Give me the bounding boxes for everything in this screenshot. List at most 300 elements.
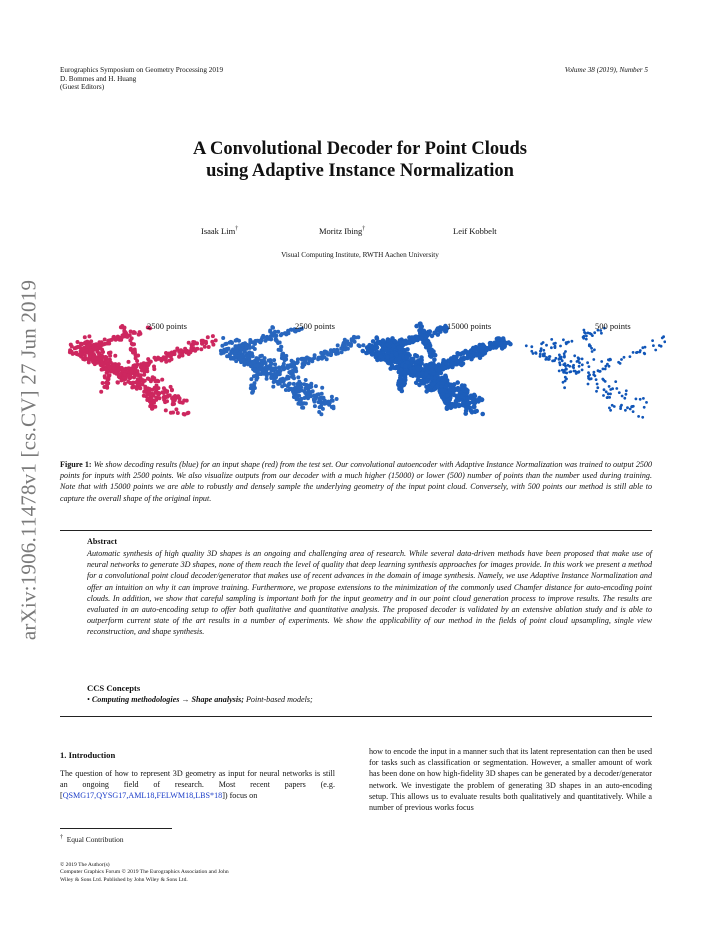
point — [101, 350, 105, 354]
point — [148, 393, 152, 397]
point — [405, 356, 410, 361]
point — [402, 370, 407, 375]
point — [642, 397, 645, 400]
point — [71, 352, 75, 356]
figure-label-4: 500 points — [595, 321, 631, 331]
point — [133, 331, 137, 335]
point — [297, 380, 301, 384]
point — [554, 345, 557, 348]
point — [183, 413, 187, 417]
point — [414, 324, 419, 329]
point — [279, 380, 283, 384]
point — [153, 405, 157, 409]
point — [661, 337, 664, 340]
point — [602, 368, 605, 371]
footnote-rule — [60, 828, 172, 829]
point — [164, 360, 168, 364]
point — [592, 373, 595, 376]
point — [624, 409, 627, 412]
point — [636, 351, 639, 354]
point — [639, 398, 642, 401]
point — [119, 325, 123, 329]
point — [78, 352, 82, 356]
point — [591, 350, 594, 353]
point — [274, 367, 278, 371]
point — [118, 372, 122, 376]
point — [623, 356, 626, 359]
point — [148, 398, 152, 402]
point — [127, 360, 131, 364]
point — [617, 361, 620, 364]
point — [230, 356, 234, 360]
point — [272, 358, 276, 362]
point — [108, 365, 112, 369]
point — [186, 411, 190, 415]
point — [561, 359, 564, 362]
figure-label-3: 15000 points — [447, 321, 492, 331]
point — [304, 378, 308, 382]
point — [402, 340, 407, 345]
point — [99, 357, 103, 361]
point — [427, 346, 432, 351]
point — [177, 355, 181, 359]
point — [445, 405, 450, 410]
point — [563, 352, 566, 355]
point — [445, 365, 450, 370]
point — [608, 407, 611, 410]
point — [269, 375, 273, 379]
point — [107, 373, 111, 377]
point — [136, 369, 140, 373]
point — [592, 358, 595, 361]
point — [564, 371, 567, 374]
point — [411, 338, 416, 343]
point — [570, 360, 573, 363]
point — [170, 352, 174, 356]
point — [562, 338, 565, 341]
point — [267, 366, 271, 370]
point — [309, 382, 313, 386]
author-1: Isaak Lim† — [201, 226, 239, 236]
section-heading-introduction: 1. Introduction — [60, 750, 116, 760]
point — [587, 375, 590, 378]
plane-output-15000 — [361, 321, 513, 416]
point — [600, 360, 603, 363]
point — [135, 373, 139, 377]
point — [424, 372, 429, 377]
point — [540, 347, 543, 350]
point — [473, 348, 478, 353]
point — [169, 385, 173, 389]
point — [586, 361, 589, 364]
plane-input-red — [68, 324, 218, 417]
point — [620, 404, 623, 407]
point — [437, 367, 442, 372]
point — [446, 398, 451, 403]
footnote: † Equal Contribution — [60, 834, 124, 844]
point — [585, 335, 588, 338]
point — [211, 343, 215, 347]
point — [500, 337, 505, 342]
point — [331, 399, 335, 403]
point — [207, 345, 211, 349]
plane-output-2500 — [219, 325, 366, 416]
point — [354, 336, 358, 340]
point — [643, 352, 646, 355]
point — [603, 388, 606, 391]
point — [268, 358, 272, 362]
point — [314, 384, 318, 388]
point — [559, 345, 562, 348]
point — [103, 385, 107, 389]
point — [123, 382, 127, 386]
point — [152, 401, 156, 405]
point — [287, 383, 291, 387]
teaser-figure — [54, 290, 666, 430]
title-line-1: A Convolutional Decoder for Point Clouds — [193, 139, 527, 159]
abstract-top-rule — [60, 530, 652, 531]
point — [595, 378, 598, 381]
point — [375, 341, 380, 346]
point — [263, 360, 267, 364]
point — [595, 390, 598, 393]
point — [113, 354, 117, 358]
point — [623, 397, 626, 400]
point — [251, 384, 255, 388]
point — [443, 360, 448, 365]
point — [558, 370, 561, 373]
point — [304, 402, 308, 406]
arxiv-stamp: arXiv:1906.11478v1 [cs.CV] 27 Jun 2019 — [16, 279, 41, 641]
point — [190, 343, 194, 347]
point — [567, 364, 570, 367]
abstract-bottom-rule — [60, 716, 652, 717]
point — [289, 328, 293, 332]
point — [644, 346, 647, 349]
point — [632, 410, 635, 413]
point — [480, 352, 485, 357]
point — [87, 334, 91, 338]
point — [456, 395, 461, 400]
point — [613, 405, 616, 408]
point — [474, 409, 479, 414]
point — [116, 380, 120, 384]
point — [577, 359, 580, 362]
point — [319, 401, 323, 405]
point — [247, 359, 251, 363]
point — [663, 340, 666, 343]
point — [135, 359, 139, 363]
point — [371, 339, 376, 344]
point — [468, 353, 473, 358]
point — [106, 381, 110, 385]
point — [295, 389, 299, 393]
point — [171, 397, 175, 401]
citation-links[interactable]: QSMG17,QYSG17,AML18,FELWM18,LBS*18 — [62, 791, 223, 801]
point — [413, 353, 418, 358]
point — [115, 336, 119, 340]
point — [638, 351, 641, 354]
point — [176, 411, 180, 415]
paper-title — [0, 138, 720, 182]
point — [615, 387, 618, 390]
point — [563, 386, 566, 389]
point — [423, 366, 428, 371]
point — [257, 368, 261, 372]
point — [132, 375, 136, 379]
point — [607, 393, 610, 396]
point — [88, 355, 92, 359]
point — [427, 332, 432, 337]
point — [590, 377, 593, 380]
point — [573, 354, 576, 357]
point — [134, 365, 138, 369]
point — [554, 342, 557, 345]
point — [152, 365, 156, 369]
point — [608, 385, 611, 388]
point — [403, 364, 408, 369]
point — [583, 331, 586, 334]
point — [153, 387, 157, 391]
point — [257, 339, 261, 343]
point — [154, 396, 158, 400]
point — [422, 381, 427, 386]
intro-right-column: how to encode the input in a manner such that its latent representation can then be used for tasks such as classification or segmentation. However, a smaller amount of work has been done on how high-fidelity 3D shapes can be generated by a decoder/generator network. We investigate the problem of generating 3D shapes in an auto-encoding setup. This allows us to evaluate results both qualitatively and quantitatively. While a number of previous works focus — [369, 747, 652, 813]
point — [651, 339, 654, 342]
point — [300, 406, 304, 410]
point — [470, 410, 475, 415]
point — [395, 365, 400, 370]
point — [130, 386, 134, 390]
point — [440, 388, 445, 393]
point — [83, 335, 87, 339]
point — [100, 362, 104, 366]
point — [345, 339, 349, 343]
point — [588, 344, 591, 347]
point — [249, 377, 253, 381]
point — [125, 335, 129, 339]
point — [391, 344, 396, 349]
point — [240, 348, 244, 352]
point — [119, 338, 123, 342]
point — [89, 339, 93, 343]
point — [600, 332, 603, 335]
intro-left-column: The question of how to represent 3D geometry as input for neural networks is still an ongoing field of research. Most recent papers (e.g. [QSMG17,QYSG17,AML18,FELWM18,LBS*18]) focus on — [60, 769, 335, 801]
point — [85, 340, 89, 344]
point — [626, 406, 629, 409]
point — [279, 333, 283, 337]
point — [282, 362, 286, 366]
header-guest-editors: (Guest Editors) — [60, 83, 105, 92]
point — [471, 400, 476, 405]
point — [449, 383, 454, 388]
point — [80, 342, 84, 346]
point — [568, 371, 571, 374]
point — [472, 405, 477, 410]
point — [560, 356, 563, 359]
point — [593, 371, 596, 374]
point — [385, 355, 390, 360]
point — [618, 391, 621, 394]
point — [101, 343, 105, 347]
point — [315, 393, 319, 397]
point — [321, 407, 325, 411]
point — [565, 368, 568, 371]
point — [200, 342, 204, 346]
point — [147, 377, 151, 381]
point — [128, 338, 132, 342]
point — [336, 343, 340, 347]
point — [211, 334, 215, 338]
header-conference: Eurographics Symposium on Geometry Processing 2019 — [60, 66, 224, 74]
point — [175, 347, 179, 351]
point — [303, 386, 307, 390]
point — [614, 380, 617, 383]
point — [325, 357, 329, 361]
point — [480, 343, 485, 348]
point — [571, 340, 574, 343]
point — [475, 353, 480, 358]
point — [199, 347, 203, 351]
point — [162, 356, 166, 360]
point — [558, 354, 561, 357]
point — [159, 357, 163, 361]
point — [419, 325, 424, 330]
point — [400, 389, 405, 394]
point — [403, 348, 408, 353]
point — [575, 372, 578, 375]
point — [463, 411, 468, 416]
point — [274, 375, 278, 379]
point — [547, 358, 550, 361]
ccs-concepts: • Computing methodologies → Shape analysis; Point-based models; — [87, 695, 313, 704]
point — [654, 349, 657, 352]
point — [257, 357, 261, 361]
point — [138, 386, 142, 390]
point — [313, 404, 317, 408]
point — [93, 357, 97, 361]
point — [103, 338, 107, 342]
point — [221, 336, 225, 340]
point — [398, 376, 403, 381]
point — [76, 345, 80, 349]
point — [235, 349, 239, 353]
point — [456, 388, 461, 393]
point — [503, 341, 508, 346]
header-editors: D. Bommes and H. Huang — [60, 74, 137, 83]
point — [435, 384, 440, 389]
point — [320, 392, 324, 396]
author-3: Leif Kobbelt — [453, 226, 497, 236]
point — [228, 341, 232, 345]
point — [248, 338, 252, 342]
point — [306, 394, 310, 398]
point — [489, 341, 494, 346]
point — [271, 331, 275, 335]
point — [165, 389, 169, 393]
point — [223, 348, 227, 352]
point — [323, 399, 327, 403]
point — [183, 347, 187, 351]
point — [602, 394, 605, 397]
point — [108, 354, 112, 358]
point — [632, 351, 635, 354]
point — [160, 378, 164, 382]
point — [335, 397, 339, 401]
point — [457, 352, 462, 357]
point — [578, 370, 581, 373]
point — [588, 365, 591, 368]
point — [291, 375, 295, 379]
point — [361, 349, 366, 354]
point — [220, 344, 224, 348]
point — [185, 399, 189, 403]
point — [394, 352, 399, 357]
point — [107, 377, 111, 381]
point — [535, 352, 538, 355]
point — [590, 347, 593, 350]
point — [233, 353, 237, 357]
point — [550, 346, 553, 349]
point — [303, 361, 307, 365]
point — [583, 329, 586, 332]
point — [250, 351, 254, 355]
point — [539, 353, 542, 356]
point — [193, 340, 197, 344]
point — [555, 357, 558, 360]
point — [101, 381, 105, 385]
point — [320, 357, 324, 361]
point — [350, 337, 354, 341]
point — [305, 356, 309, 360]
point — [320, 386, 324, 390]
point — [567, 341, 570, 344]
point — [97, 343, 101, 347]
point — [282, 355, 286, 359]
point — [206, 335, 210, 339]
point — [597, 369, 600, 372]
point — [265, 377, 269, 381]
point — [294, 394, 298, 398]
figure-caption — [60, 459, 652, 504]
point — [635, 398, 638, 401]
point — [214, 338, 218, 342]
point — [85, 345, 89, 349]
point — [459, 363, 464, 368]
point — [442, 326, 447, 331]
point — [572, 364, 575, 367]
point — [162, 386, 166, 390]
point — [358, 344, 362, 348]
point — [267, 336, 271, 340]
point — [593, 348, 596, 351]
point — [525, 344, 528, 347]
point — [319, 412, 323, 416]
point — [457, 404, 462, 409]
plane-output-500 — [525, 327, 666, 419]
point — [582, 337, 585, 340]
point — [253, 347, 257, 351]
point — [349, 344, 353, 348]
point — [558, 358, 561, 361]
point — [116, 367, 120, 371]
point — [323, 351, 327, 355]
point — [333, 349, 337, 353]
author-2: Moritz Ibing† — [319, 226, 366, 236]
point — [133, 348, 137, 352]
point — [381, 338, 386, 343]
point — [587, 371, 590, 374]
